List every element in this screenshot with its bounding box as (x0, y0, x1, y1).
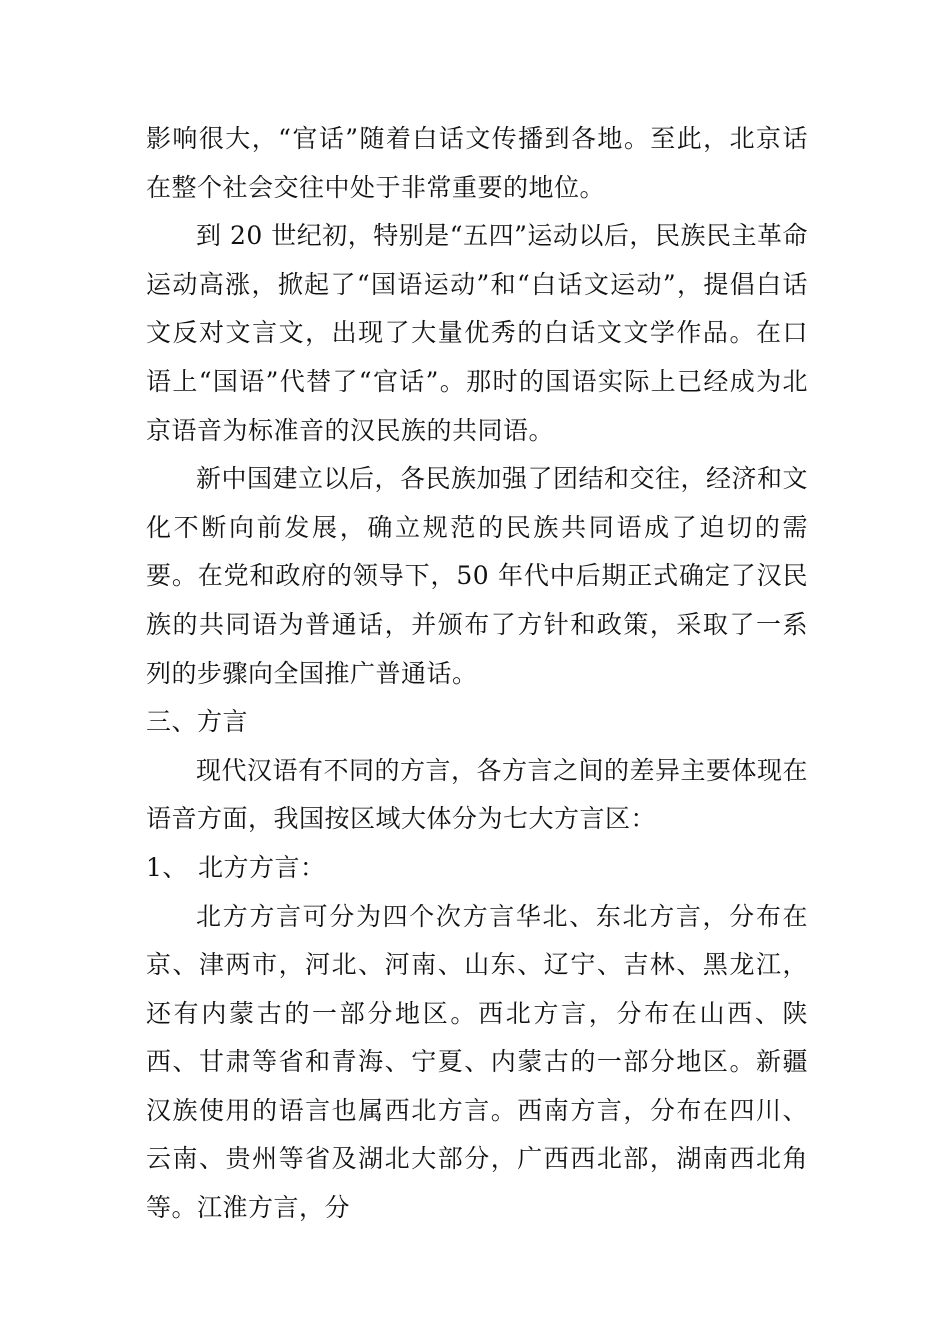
paragraph-new-china: 新中国建立以后，各民族加强了团结和交往，经济和文化不断向前发展，确立规范的民族共同语成了迫切的需要。在党和政府的领导下，50 年代中后期正式确定了汉民族的共同语为普通话，并颁布了方针和政策，采取了一系列的步骤向全国推广普通话。 (146, 464, 809, 688)
document-body (146, 115, 808, 1233)
section-heading-dialects: 三、方言 (146, 707, 249, 737)
paragraph-early-20th-century: 到 20 世纪初，特别是“五四”运动以后，民族民主革命运动高涨，掀起了“国语运动”和“白话文运动”，提倡白话文反对文言文，出现了大量优秀的白话文文学作品。在口语上“国语”代替了“官话”。那时的国语实际上已经成为北京语音为标准音的汉民族的共同语。 (146, 221, 808, 445)
list-item-north-dialect (146, 844, 808, 893)
paragraph-dialects-intro: 现代汉语有不同的方言，各方言之间的差异主要体现在语音方面，我国按区域大体分为七大方言区： (146, 755, 809, 834)
paragraph-north-dialect: 北方方言可分为四个次方言华北、东北方言，分布在京、津两市，河北、河南、山东、辽宁、吉林、黑龙江，还有内蒙古的一部分地区。西北方言，分布在山西、陕西、甘肃等省和青海、宁夏、内蒙古的一部分地区。新疆汉族使用的语言也属西北方言。西南方言，分布在四川、云南、贵州等省及湖北大部分，广西西北部，湖南西北角等。江淮方言，分 (146, 901, 808, 1223)
list-item-label: 北方方言： (198, 852, 326, 882)
paragraph-continuation: 影响很大，“官话”随着白话文传播到各地。至此，北京话在整个社会交往中处于非常重要的地位。 (146, 124, 808, 202)
list-item-number: 1、 (146, 852, 188, 882)
